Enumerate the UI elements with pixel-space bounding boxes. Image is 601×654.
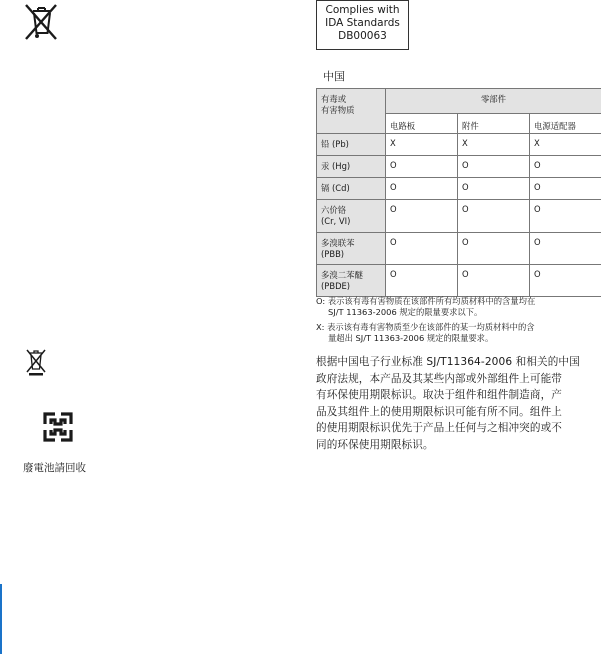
paragraph-line: 同的环保使用期限标识。 <box>316 438 434 451</box>
environmental-use-period-paragraph <box>316 354 601 453</box>
note-o <box>316 296 601 318</box>
table-row <box>317 178 601 200</box>
table-row <box>317 156 601 178</box>
ida-line-1: Complies with <box>325 4 400 16</box>
row-label-line: 六价铬 <box>321 205 347 215</box>
row-label <box>317 134 386 156</box>
row-label-line: 多溴联苯 <box>321 238 355 248</box>
row-label-line: 汞 (Hg) <box>321 161 351 171</box>
column-header-power-adapter: 电源适配器 <box>530 114 601 134</box>
table-row <box>317 134 601 156</box>
ida-compliance-label <box>316 0 409 50</box>
paragraph-line: 的使用期限标识优先于产品上任何与之相冲突的或不 <box>316 422 562 434</box>
parts-header-cell: 零部件 <box>386 89 601 114</box>
row-label <box>317 156 386 178</box>
substance-header-cell <box>317 89 386 134</box>
table-row <box>317 200 601 233</box>
paragraph-line: 有环保使用期限标识。取决于组件和组件制造商，产 <box>316 389 562 401</box>
battery-recycle-label: 廢電池請回收 <box>23 462 86 474</box>
row-label-line: 铅 (Pb) <box>321 139 349 149</box>
table-row <box>317 265 601 297</box>
table-cell: O <box>530 233 601 265</box>
ida-line-2: IDA Standards <box>325 17 400 29</box>
table-cell: O <box>386 178 458 200</box>
table-cell: O <box>530 156 601 178</box>
table-cell: O <box>458 178 530 200</box>
column-header-accessories: 附件 <box>458 114 530 134</box>
paragraph-line: 品及其组件上的使用期限标识可能有所不同。组件上 <box>316 405 562 418</box>
substance-header-line-2: 有害物质 <box>321 105 355 115</box>
table-cell: O <box>386 200 458 233</box>
note-o-line-2: SJ/T 11363-2006 规定的限量要求以下。 <box>328 307 483 317</box>
row-label-line: (Cr, VI) <box>321 215 351 226</box>
note-x <box>316 322 601 344</box>
note-x-line-1: X: 表示该有毒有害物质至少在该部件的某一均质材料中的含 <box>316 322 535 332</box>
column-header-circuit-board: 电路板 <box>386 114 458 134</box>
row-label-line: (PBDE) <box>321 280 351 291</box>
row-label <box>317 178 386 200</box>
table-cell: O <box>530 200 601 233</box>
crossed-battery-bin-icon <box>26 348 46 376</box>
table-cell: O <box>458 265 530 297</box>
table-cell: O <box>458 233 530 265</box>
hazardous-substance-table <box>316 88 601 297</box>
table-cell: O <box>458 200 530 233</box>
row-label-line: (PBB) <box>321 248 345 259</box>
table-cell: X <box>386 134 458 156</box>
row-label <box>317 233 386 265</box>
table-cell: O <box>386 265 458 297</box>
row-label-line: 多溴二苯醚 <box>321 270 363 280</box>
table-cell: X <box>458 134 530 156</box>
table-cell: O <box>386 233 458 265</box>
table-cell: X <box>530 134 601 156</box>
table-row <box>317 233 601 265</box>
row-label-line: 镉 (Cd) <box>321 183 350 193</box>
substance-header-line-1: 有毒或 <box>321 94 347 104</box>
table-cell: O <box>458 156 530 178</box>
row-label <box>317 200 386 233</box>
table-header-row <box>317 89 601 114</box>
paragraph-line: 根据中国电子行业标准 SJ/T11364-2006 和相关的中国 <box>316 356 580 368</box>
battery-recycle-icon <box>41 410 75 444</box>
table-cell: O <box>530 178 601 200</box>
table-cell: O <box>530 265 601 297</box>
china-section-title: 中国 <box>323 70 345 83</box>
paragraph-line: 政府法规，本产品及其某些内部或外部组件上可能带 <box>316 372 562 385</box>
crossed-bin-icon <box>24 3 58 41</box>
note-o-line-1: O: 表示该有毒有害物质在该部件所有均质材料中的含量均在 <box>316 296 536 306</box>
row-label <box>317 265 386 297</box>
table-cell: O <box>386 156 458 178</box>
ida-line-3: DB00063 <box>338 30 387 42</box>
note-x-line-2: 量超出 SJ/T 11363-2006 规定的限量要求。 <box>328 333 494 343</box>
page-margin-marker <box>0 584 2 654</box>
